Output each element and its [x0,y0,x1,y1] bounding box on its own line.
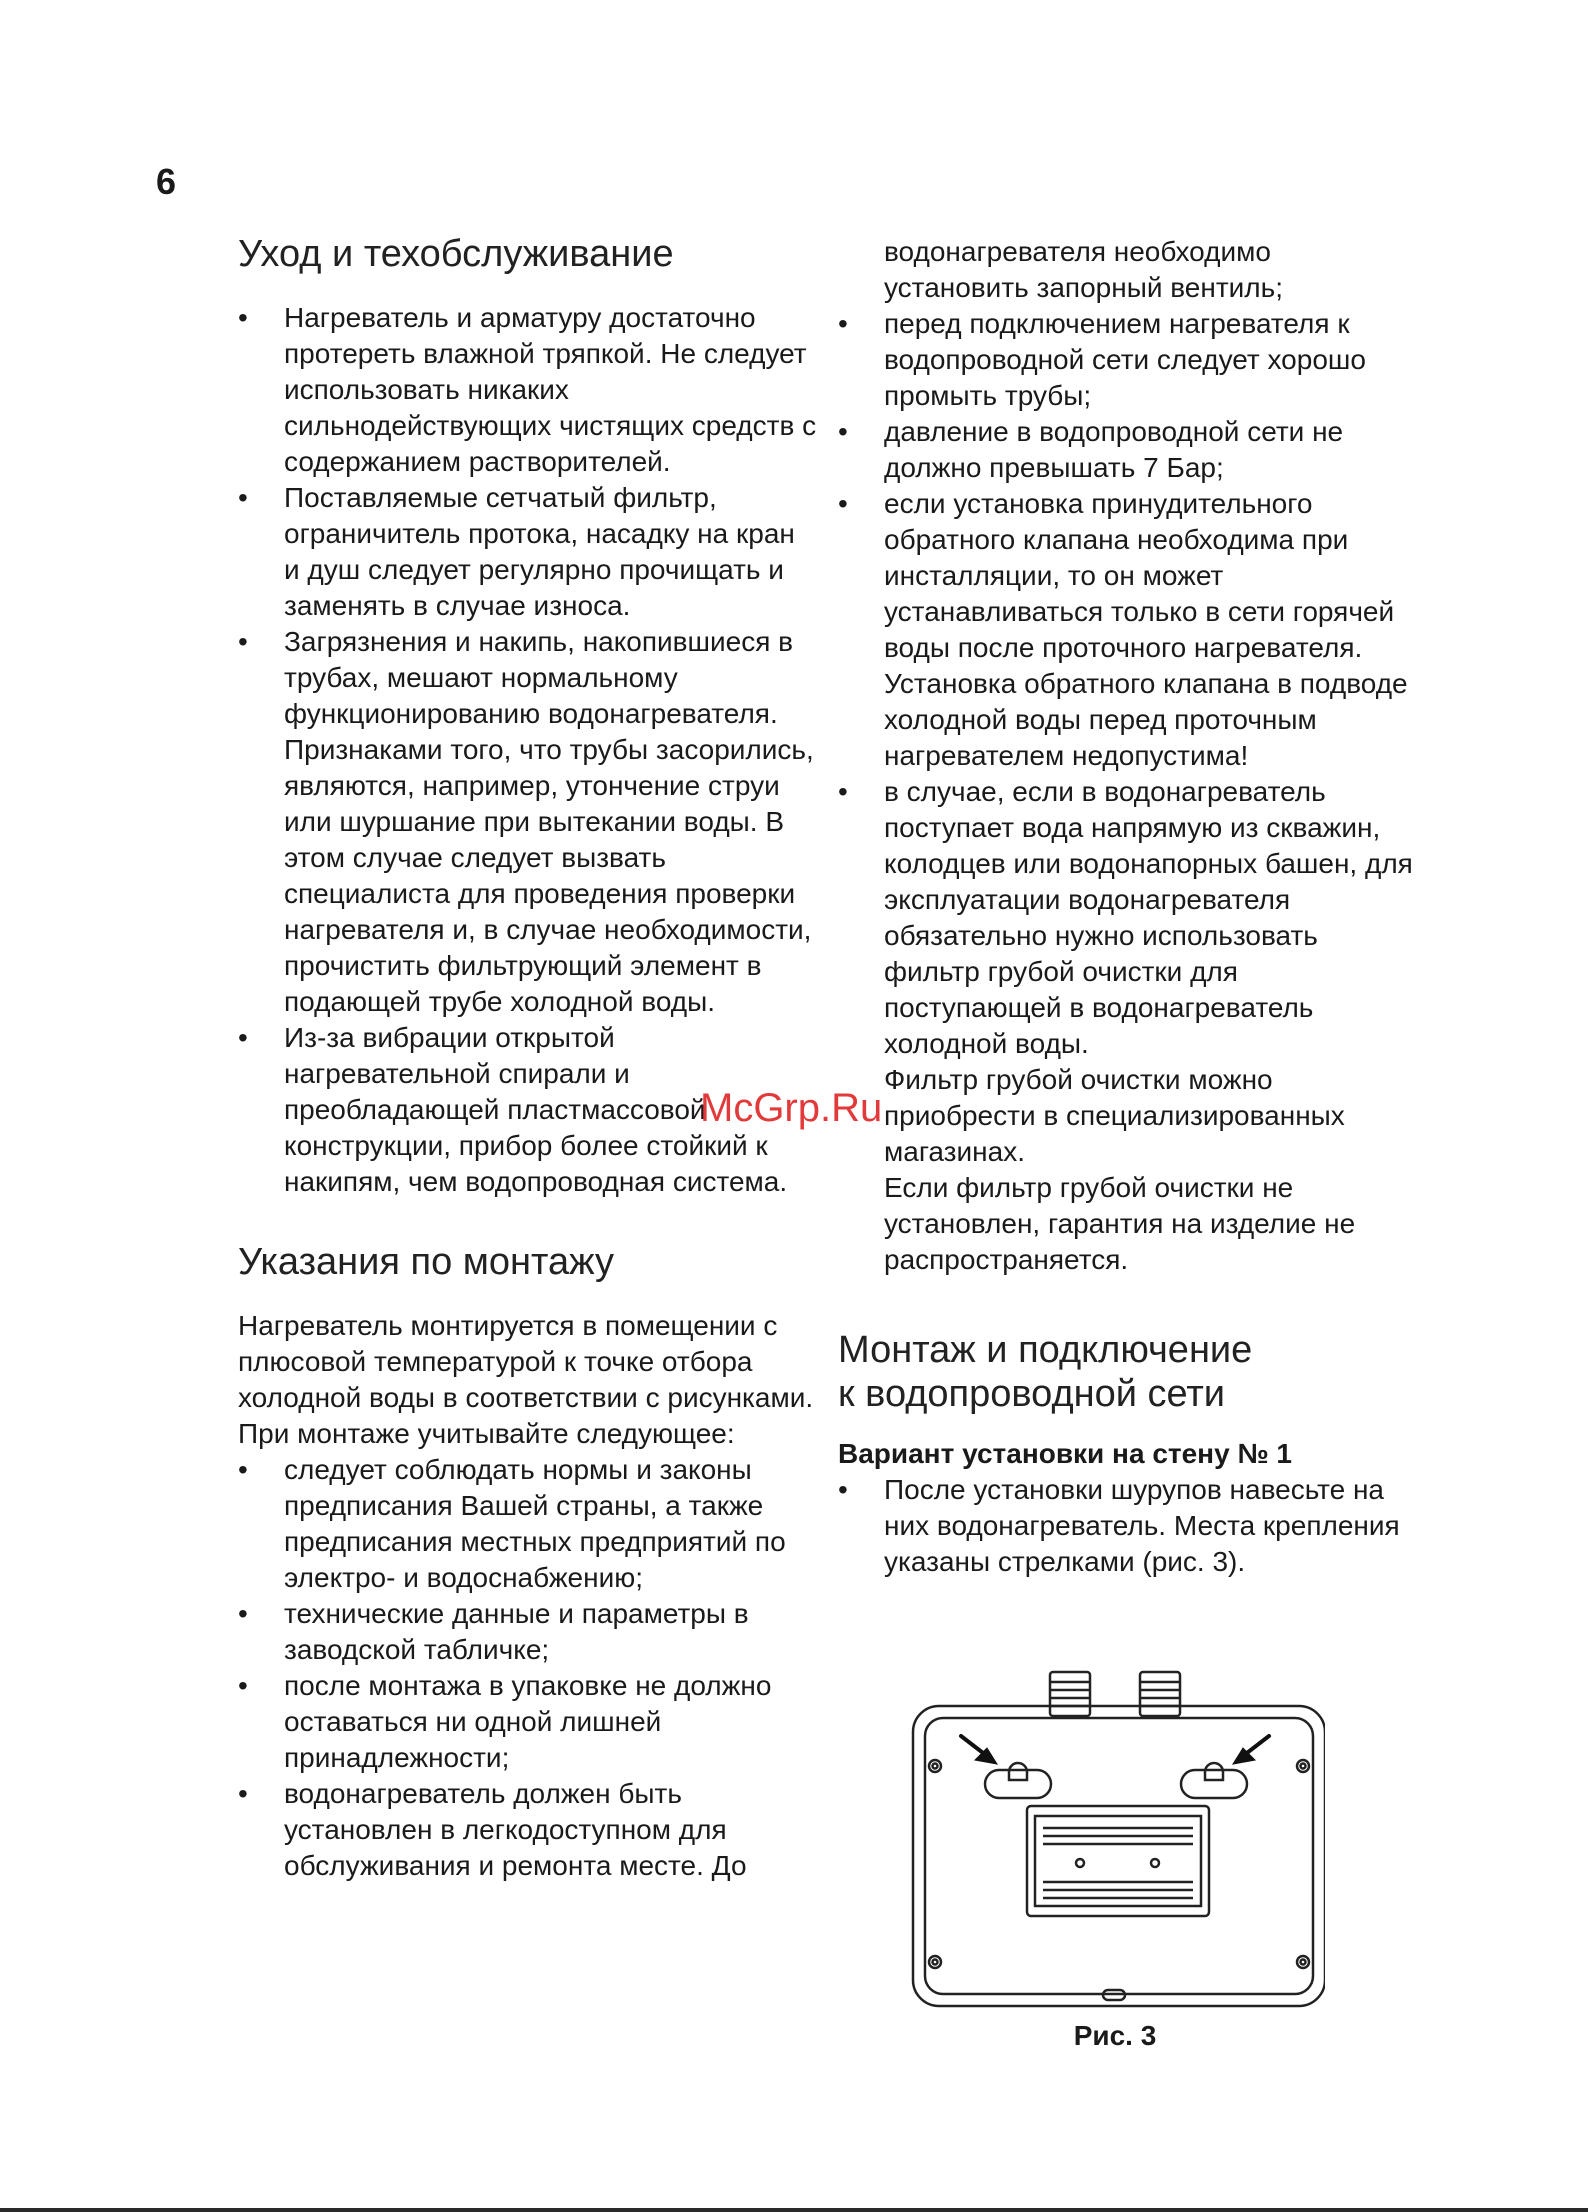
connection-list [838,1472,1418,1580]
mounting-item: • если установка принудительного обратного клапана необходима при инсталляции, то он может устанавливаться только в сети горячей воды после проточного нагревателя. Установка обратного клапана в подводе холодной воды перед проточным нагревателем недопустима! [838,486,1418,774]
mounting-list-left [238,1452,818,1884]
mounting-item-continued: водонагревателя необходимо установить запорный вентиль; [884,236,1283,303]
care-item: • Загрязнения и накипь, накопившиеся в трубах, мешают нормальному функционированию водонагревателя. Признаками того, что трубы засорились, являются, например, утончение струи или шуршание при вытекании воды. В этом случае следует вызвать специалиста для проведения проверки нагревателя и, в случае необходимости, прочистить фильтрующий элемент в подающей трубе холодной воды. [238,624,818,1020]
figure-3-heater-back [905,1660,1325,2020]
connection-heading [838,1328,1418,1416]
care-item: • Нагреватель и арматуру достаточно протереть влажной тряпкой. Не следует использовать никаких сильнодействующих чистящих средств с содержанием растворителей. [238,300,818,480]
mounting-heading: Указания по монтажу [238,1241,614,1283]
mounting-item: • перед подключением нагревателя к водопроводной сети следует хорошо промыть трубы; [838,306,1418,414]
mounting-item: • технические данные и параметры в заводской табличке; [238,1596,818,1668]
figure-caption: Рис. 3 [1073,2020,1157,2051]
mounting-intro: Нагреватель монтируется в помещении с плюсовой температурой к точке отбора холодной воды в соответствии с рисунками. При монтаже учитывайте следующее: [238,1310,814,1449]
connection-heading-line2: к водопроводной сети [838,1373,1226,1415]
care-item: • Поставляемые сетчатый фильтр, ограничитель протока, насадку на кран и душ следует регулярно прочищать и заменять в случае износа. [238,480,818,624]
footer-rule [0,2208,1588,2212]
mounting-list-right [838,306,1418,1062]
left-column [238,232,818,1884]
mounting-item-part-1: водонагреватель должен быть установлен в легкодоступном для обслуживания и ремонта месте. До [284,1778,747,1881]
variant-subheading: Вариант установки на стену № 1 [838,1438,1293,1469]
mounting-item: • следует соблюдать нормы и законы предписания Вашей страны, а также предписания местных предприятий по электро- и водоснабжению; [238,1452,818,1596]
page-number: 6 [156,161,177,202]
mounting-item: • давление в водопроводной сети не должно превышать 7 Бар; [838,414,1418,486]
care-list [238,300,818,1200]
mounting-item: • в случае, если в водонагреватель поступает вода напрямую из скважин, колодцев или водонапорных башен, для эксплуатации водонагревателя обязательно нужно использовать фильтр грубой очистки для поступающей в водонагреватель холодной воды. [838,774,1418,1062]
filter-note-purchase: Фильтр грубой очистки можно приобрести в специализированных магазинах. [884,1064,1345,1167]
mounting-item-split [238,1776,818,1884]
care-heading: Уход и техобслуживание [238,233,674,275]
watermark-text: McGrp.Ru [700,1086,883,1130]
care-item: • Из-за вибрации открытой нагревательной спирали и преобладающей пластмассовой конструкции, прибор более стойкий к накипям, чем водопроводная система. [238,1020,818,1200]
connection-heading-line1: Монтаж и подключение [838,1329,1253,1371]
filter-note-warranty: Если фильтр грубой очистки не установлен, гарантия на изделие не распространяется. [884,1172,1356,1275]
mounting-item: • после монтажа в упаковке не должно оставаться ни одной лишней принадлежности; [238,1668,818,1776]
right-column [838,234,1418,1580]
connection-item: • После установки шурупов навесьте на них водонагреватель. Места крепления указаны стрелками (рис. 3). [838,1472,1418,1580]
